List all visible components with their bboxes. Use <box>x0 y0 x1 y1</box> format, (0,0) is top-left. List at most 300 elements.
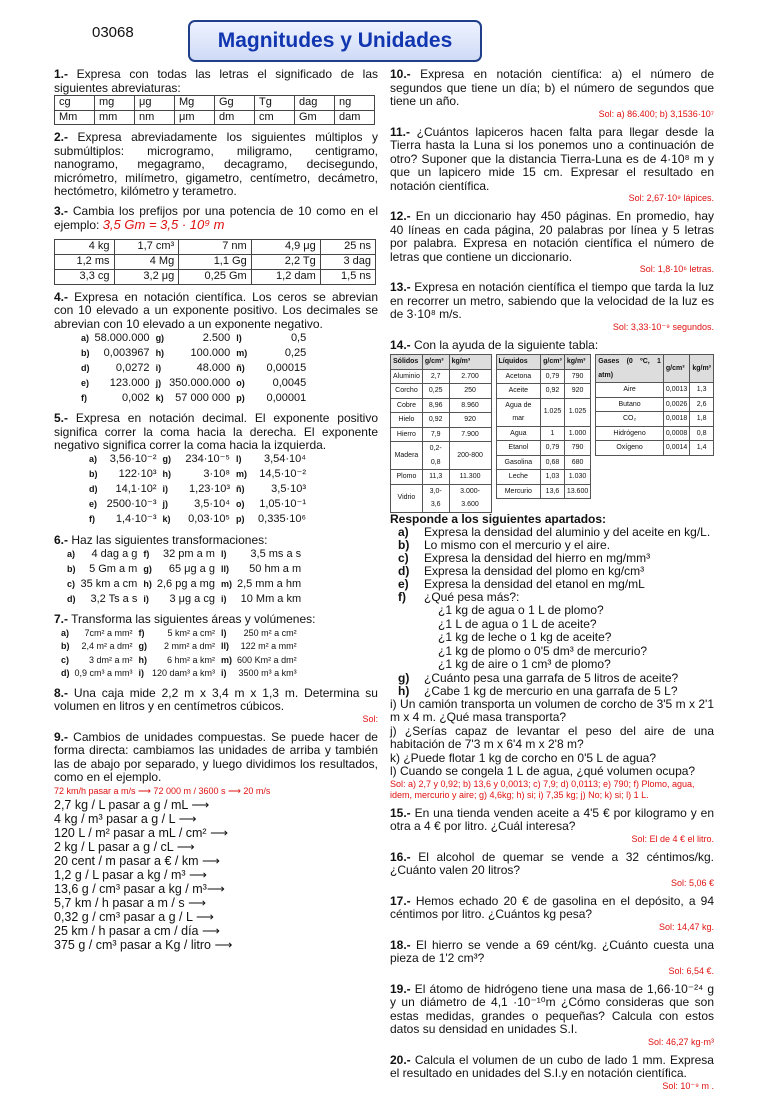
table-cell: f) <box>81 392 87 403</box>
table-cell: j) <box>155 377 162 388</box>
transformations-table <box>64 547 304 607</box>
table-cell: ¿Cabe 1 kg de mercurio en una garrafa de 5 L? <box>424 683 678 698</box>
table-cell: 1,8 <box>690 412 714 427</box>
table-cell: g) <box>162 454 171 465</box>
table-cell: 0,0013 <box>663 383 689 398</box>
table-cell: 2 mm² a dm² <box>164 641 216 651</box>
table-cell: Mg <box>175 96 215 111</box>
table-header-row <box>391 355 492 370</box>
table-cell: 0,25 <box>422 384 449 399</box>
table-cell: 0,92 <box>422 413 449 428</box>
table-cell: Expresa la densidad del etanol en mg/mL <box>424 577 645 591</box>
table-cell: d) <box>89 484 98 495</box>
table-cell: m) <box>220 578 232 589</box>
table-cell: 1,3 <box>690 383 714 398</box>
table-cell: Expresa la densidad del hierro en mg/mm³ <box>424 551 651 565</box>
table-row <box>55 239 376 254</box>
table-cell: g) <box>138 641 148 651</box>
table-row <box>55 96 375 111</box>
table-cell: Hidrógeno <box>596 426 664 441</box>
table-cell: 3 dm² a m² <box>89 654 133 665</box>
table-cell: b) <box>81 347 90 358</box>
table-cell: ¿Qué pesa más?: <box>424 590 520 604</box>
table-row <box>596 412 714 427</box>
page-title: Magnitudes y Unidades <box>188 20 482 62</box>
subtitle: Responde a los siguientes apartados: <box>390 511 607 526</box>
table-cell: cg <box>55 96 95 111</box>
table-cell: 250 <box>449 384 491 399</box>
table-cell: 600 Km² a dm² <box>237 654 297 665</box>
question-16: 16.- El alcohol de quemar se vende a 32 céntimos/kg. ¿Cuánto valen 20 litros? Sol: 5,06 € <box>390 849 714 888</box>
density-tables <box>390 354 714 513</box>
table-cell: 680 <box>564 455 590 470</box>
table-cell: 4 Mg <box>114 254 179 269</box>
example: 3,5 Gm = 3,5 · 10⁹ m <box>102 217 225 232</box>
table-cell: p) <box>236 392 245 403</box>
table-cell: f) <box>398 590 406 604</box>
table-cell: 3,54·10⁴ <box>263 453 306 466</box>
table-cell: 3.000-3.600 <box>449 484 491 512</box>
list-item: 5,7 km / h pasar a m / s ⟶ <box>54 896 206 910</box>
question-20: 20.- Calcula el volumen de un cubo de lado 1 mm. Expresa el resultado en unidades del S.I.y en notación científica. Sol: 10⁻⁹ m . <box>390 1052 714 1091</box>
table-row <box>496 398 591 426</box>
table-cell: Butano <box>596 397 664 412</box>
question-14: 14.- Con la ayuda de la siguiente tabla: Sólidos g/cm³ kg/m³ Aluminio 2,7 2.700 Corcho 0,25 250 Cobre 8,96 8.960 Hielo 0,92 920 Hierro 7,9 7.900 Madera 0,2-0,8 200-800 Plomo 11,3 11.300 Vidrio 3,0-3,6 3.000-3.600 Líquidos g/cm³ kg/m³ Acetona 0,79 790 Aceite 0,92 920 Agua de mar 1.025 1.025 Agua 1 1.000 Etanol 0,79 790 Gasolina 0,68 680 Leche 1,03 1.030 Mercurio 13,6 13.600 Gases (0 ºC, 1 atm) g/cm³ kg/m³ Aire 0,0013 1,3 Butano 0,0026 2,6 CO₂ 0,0018 1,8 Hidrógeno 0,0008 0,8 Oxígeno 0,0014 1,4 Responde a los siguientes apartados: a) Expresa la densidad del aluminio y del aceite en kg/L. b) Lo mismo con el mercurio y el aire. c) Expresa la densidad del hierro en mg/mm³ d) Expresa la densidad del plomo en kg/cm³ e) Expresa la densidad del etanol en mg/mL f) ¿Qué pesa más?: ¿1 kg de agua o 1 L de plomo? ¿1 L de agua o 1 L de aceite? ¿1 kg de leche o 1 kg de aceite? ¿1 kg de plomo o 0'5 dm³ de mercurio? ¿1 kg de aire o 1 cm³ de plomo? g) ¿Cuánto pesa una garrafa de 5 litros de aceite? h) ¿Cabe 1 kg de mercurio en una garrafa de 5 L? i) Un camión transporta un volumen de corcho de 3'5 m x 2'1 m x 4 m. ¿Qué masa transporta? j) ¿Serías capaz de levantar el peso del aire de una habitación de 7'3 m x 6'4 m x 2'8 m? k) ¿Puede flotar 1 kg de corcho en 0'5 L de agua? l) Cuando se congela 1 L de agua, ¿qué volumen ocupa? Sol: a) 2,7 y 0,92; b) 13,6 y 0,0013; c) 7,9; d) 0,0113; e) 790; f) Plomo, agua, idem, mercurio y aire; g) 4,6kg; h) si; i) 7,35 kg; j) No; k) si; l) 1 L. <box>390 337 714 800</box>
table-cell: kg/m³ <box>690 355 714 383</box>
table-row <box>55 110 375 125</box>
table-cell: 0,79 <box>541 369 565 384</box>
question-2: 2.- Expresa abreviadamente los siguientes múltiplos y submúltiplos: microgramo, miligramo, centigramo, nanogramo, megagramo, decagramo, decisegundo, micrómetro, milímetro, gigametro, centímetro, decámetro, hectómetro, kilómetro y terametro. <box>54 130 378 198</box>
table-row <box>86 468 309 483</box>
table-cell: Gg <box>215 96 255 111</box>
table-row <box>391 470 492 485</box>
table-cell: mg <box>95 96 135 111</box>
table-cell: g/cm³ <box>422 355 449 370</box>
table-cell: 2,7 <box>422 369 449 384</box>
table-row <box>496 470 591 485</box>
table-cell: 350.000.000 <box>169 376 231 389</box>
table-cell: 122 m² a mm² <box>240 641 297 651</box>
table-cell: 13,6 <box>541 484 565 499</box>
table-cell: b) <box>89 469 98 480</box>
table-cell: Expresa la densidad del aluminio y del aceite en kg/L. <box>424 525 711 539</box>
question-1: 1.- Expresa con todas las letras el significado de las siguientes abreviaturas: cg mg μg Mg Gg Tg dag ng Mm mm nm μm dm cm Gm dam <box>54 68 378 125</box>
table-cell: Madera <box>391 442 423 470</box>
table-cell: e) <box>398 577 409 591</box>
table-cell: 5 km² a cm² <box>167 627 216 638</box>
table-cell: 58.000.000 <box>94 331 150 344</box>
table-cell: 0,0045 <box>272 376 307 389</box>
table-cell: g) <box>143 563 152 574</box>
list-item: ¿1 kg de agua o 1 L de plomo? <box>438 603 604 617</box>
table-cell: 1,23·10³ <box>189 483 230 496</box>
table-cell: 0,5 <box>290 331 307 344</box>
question-5: 5.- Expresa en notación decimal. El exponente positivo significa correr la coma hacia la derecha. El exponente negativo significa correr la coma hacia la izquierda. a) 3,56·10⁻² g) 234·10⁻⁵ l) 3,54·10⁴ b) 122·10³ h) 3·10⁸ m) 14,5·10⁻² d) 14,1·10² i) 1,23·10³ ñ) 3,5·10³ e) 2500·10⁻³ j) 3,5·10⁴ o) 1,05·10⁻¹ f) 1,4·10⁻³ k) 0,03·10⁵ p) 0,335·10⁶ <box>54 412 378 528</box>
table-cell: 0,25 Gm <box>179 269 252 284</box>
table-cell: Gases (0 ºC, 1 atm) <box>596 355 664 383</box>
table-cell: 920 <box>564 384 590 399</box>
table-cell: Acetona <box>496 369 541 384</box>
table-row <box>64 577 304 592</box>
table-cell: 3,2 Ts a s <box>90 592 138 605</box>
table-cell: 0,25 <box>284 346 307 359</box>
table-cell: i) <box>221 668 227 678</box>
list-item: 375 g / cm³ pasar a Kg / litro ⟶ <box>54 938 233 952</box>
table-cell: f) <box>89 514 95 525</box>
table-cell: Hielo <box>391 413 423 428</box>
table-cell: 14,1·10² <box>115 483 157 496</box>
table-row <box>496 455 591 470</box>
table-cell: p) <box>236 514 245 525</box>
table-cell: 920 <box>449 413 491 428</box>
table-cell: h) <box>138 654 148 665</box>
table-cell: 3,3 cg <box>55 269 115 284</box>
table-cell: 7.900 <box>449 427 491 442</box>
table-cell: 1,03 <box>541 470 565 485</box>
table-row <box>596 426 714 441</box>
list-item: 2,7 kg / L pasar a g / mL ⟶ <box>54 798 210 812</box>
table-cell: 0,0008 <box>663 426 689 441</box>
table-cell: 8.960 <box>449 398 491 413</box>
table-cell: i) <box>162 484 168 495</box>
table-cell: Leche <box>496 470 541 485</box>
list-item: 120 L / m² pasar a mL / cm² ⟶ <box>54 826 228 840</box>
table-cell: 0,0018 <box>663 412 689 427</box>
table-cell: 122·10³ <box>118 468 157 481</box>
table-cell: m) <box>236 469 247 480</box>
table-cell: 32 pm a m <box>162 547 215 560</box>
table-cell: 8,96 <box>422 398 449 413</box>
table-cell: a) <box>81 332 90 343</box>
table-cell: l) <box>220 548 227 559</box>
table-cell: 1,5 ns <box>320 269 375 284</box>
table-cell: c) <box>67 578 76 589</box>
list-item: ¿1 kg de plomo o 0'5 dm³ de mercurio? <box>438 643 648 658</box>
question-18: 18.- El hierro se vende a 69 cént/kg. ¿Cuánto cuesta una pieza de 1'2 cm³? Sol: 6,54 €. <box>390 937 715 976</box>
compound-units-list <box>54 798 378 952</box>
table-row <box>496 484 591 499</box>
table-cell: 5 Gm a m <box>89 562 138 575</box>
list-item: 20 cent / m pasar a € / km ⟶ <box>54 854 220 868</box>
table-cell: Gasolina <box>496 455 541 470</box>
table-cell: 3,2 μg <box>114 269 179 284</box>
table-cell: 48.000 <box>196 361 231 374</box>
table-cell: 123.000 <box>109 376 150 389</box>
sci-notation-table <box>78 331 309 406</box>
list-item: 2 kg / L pasar a g / cL ⟶ <box>54 840 195 854</box>
table-row <box>58 654 300 668</box>
table-cell: 790 <box>564 369 590 384</box>
table-cell: 1.025 <box>564 398 590 426</box>
table-cell: 1,2 ms <box>55 254 115 269</box>
table-cell: 1.000 <box>564 426 590 441</box>
table-cell: Expresa la densidad del plomo en kg/cm³ <box>424 564 645 578</box>
question-10: 10.- Expresa en notación científica: a) el número de segundos que tiene un día; b) el número de segundos que tiene un año. Sol: a) 86.400; b) 3,1536·10⁷ <box>390 67 714 119</box>
density-questions <box>390 526 714 604</box>
question-7: 7.- Transforma las siguientes áreas y volúmenes: a) 7cm² a mm² f) 5 km² a cm² l) 250 m² a cm² b) 2,4 m² a dm² g) 2 mm² a dm² ll) 122 m² a mm² c) 3 dm² a m² h) 6 hm² a km² m) 600 Km² a dm² d) 0,9 cm³ a mm³ i) 120 dam³ a km³ i) 3500 m³ a km³ <box>54 613 378 681</box>
table-cell: 65 μg a g <box>168 562 215 575</box>
table-cell: h) <box>162 469 171 480</box>
table-cell: 250 m² a cm² <box>243 627 297 638</box>
table-cell: Corcho <box>391 384 423 399</box>
table-cell: g) <box>155 332 165 343</box>
list-item: 1,2 g / L pasar a kg / m³ ⟶ <box>54 868 207 882</box>
table-cell: l) <box>236 454 242 465</box>
list-item: ¿1 kg de aire o 1 cm³ de plomo? <box>438 657 611 671</box>
table-cell: ñ) <box>236 362 245 373</box>
table-row <box>58 640 300 654</box>
table-cell: ¿Cuánto pesa una garrafa de 5 litros de aceite? <box>424 670 679 685</box>
table-cell: 0,335·10⁶ <box>258 513 306 526</box>
question-4: 4.- Expresa en notación científica. Los ceros se abrevian con 10 elevado a un exponente positivo. Los decimales se abrevian con 10 elevado a un exponente negativo. a) 58.000.000 g) 2.500 l) 0,5 b) 0,003967 h) 100.000 m) 0,25 d) 0,0272 i) 48.000 ñ) 0,00015 e) 123.000 j) 350.000.000 o) 0,0045 f) 0,002 k) 57 000 000 p) 0,00001 <box>54 291 378 407</box>
table-cell: 790 <box>564 441 590 456</box>
table-cell: 57 000 000 <box>175 391 231 404</box>
table-cell: e) <box>89 499 98 510</box>
table-cell: Aire <box>596 383 664 398</box>
table-cell: c) <box>398 551 409 565</box>
table-cell: 4 dag a g <box>91 547 138 560</box>
table-row <box>391 427 492 442</box>
table-cell: o) <box>236 377 245 388</box>
table-cell: d) <box>61 668 70 678</box>
table-cell: 1,2 dam <box>251 269 320 284</box>
table-cell: 3 dag <box>320 254 375 269</box>
table-row <box>78 376 309 391</box>
table-row <box>86 498 309 513</box>
table-cell: 2.700 <box>449 369 491 384</box>
table-cell: l) <box>221 627 227 638</box>
table-cell: 3500 m³ a km³ <box>238 668 297 678</box>
table-row <box>496 441 591 456</box>
table-cell: 0,03·10⁵ <box>188 513 230 526</box>
table-cell: 0,0272 <box>115 361 150 374</box>
table-cell: d) <box>67 593 76 604</box>
table-cell: m) <box>236 347 248 358</box>
table-cell: Gm <box>295 110 335 125</box>
question-9: 9.- Cambios de unidades compuestas. Se puede hacer de forma directa: cambiamos las unidades de arriba y también las de abajo por separado, y luego dividimos los resultados, como en el ejemplo. 72 km/h pasar a m/s ⟶ 72 000 m / 3600 s ⟶ 20 m/s 2,7 kg / L pasar a g / mL ⟶ 4 kg / m³ pasar a g / L ⟶ 120 L / m² pasar a mL / cm² ⟶ 2 kg / L pasar a g / cL ⟶ 20 cent / m pasar a € / km ⟶ 1,2 g / L pasar a kg / m³ ⟶ 13,6 g / cm³ pasar a kg / m³⟶ 5,7 km / h pasar a m / s ⟶ 0,32 g / cm³ pasar a g / L ⟶ 25 km / h pasar a cm / día ⟶ 375 g / cm³ pasar a Kg / litro ⟶ <box>54 729 378 952</box>
table-cell: 2,6 <box>690 397 714 412</box>
table-cell: 2,6 pg a mg <box>156 577 215 590</box>
table-cell: 200-800 <box>449 442 491 470</box>
question-13: 13.- Expresa en notación científica el tiempo que tarda la luz en recorrer un metro, sabiendo que la velocidad de la luz es de 3·10⁸ m/s. Sol: 3,33·10⁻⁹ segundos. <box>390 280 714 332</box>
table-cell: 6 hm² a km² <box>167 654 216 665</box>
areas-volumes-table <box>58 627 300 681</box>
question-15: 15.- En una tienda venden aceite a 4'5 € por kilogramo y en otra a 4 € por litro. ¿Cuál interesa? Sol: El de 4 € el litro. <box>390 805 714 844</box>
table-cell: h) <box>143 578 152 589</box>
table-cell: b) <box>61 641 70 651</box>
table-cell: dam <box>335 110 375 125</box>
table-row <box>78 331 309 346</box>
table-row <box>596 397 714 412</box>
table-cell: k) <box>162 514 171 525</box>
table-row <box>64 547 304 562</box>
table-cell: 50 hm a m <box>249 562 302 575</box>
table-cell: 11.300 <box>449 470 491 485</box>
table-cell: Sólidos <box>391 355 423 370</box>
table-row <box>64 562 304 577</box>
table-cell: 0,002 <box>122 391 150 404</box>
table-cell: e) <box>81 377 90 388</box>
table-cell: kg/m³ <box>564 355 590 370</box>
table-row <box>391 484 492 512</box>
table-cell: b) <box>67 563 76 574</box>
table-cell: k) <box>155 392 164 403</box>
table-cell: Agua <box>496 426 541 441</box>
abbreviations-table <box>54 95 375 125</box>
table-cell: 0,68 <box>541 455 565 470</box>
table-cell: c) <box>61 654 70 665</box>
table-cell: kg/m³ <box>449 355 491 370</box>
table-cell: 1,1 Gg <box>179 254 252 269</box>
table-row <box>391 413 492 428</box>
question-19: 19.- El átomo de hidrógeno tiene una masa de 1,66·10⁻²⁴ g y un diámetro de 4,1 ·10⁻¹⁰m ¿Cómo consideras que son estas medidas, grandes o pequeñas? Calcula con estos datos su densidad en unidades S.I. Sol: 46,27 kg·m³ <box>390 981 714 1047</box>
table-cell: dag <box>295 96 335 111</box>
table-cell: Aluminio <box>391 369 423 384</box>
table-row <box>55 269 376 284</box>
liquids-table <box>496 354 592 499</box>
table-row <box>596 441 714 456</box>
table-cell: 3,5·10⁴ <box>194 498 230 511</box>
table-cell: μm <box>175 110 215 125</box>
table-cell: 0,0026 <box>663 397 689 412</box>
table-cell: 1.030 <box>564 470 590 485</box>
table-cell: cm <box>255 110 295 125</box>
table-cell: Hierro <box>391 427 423 442</box>
table-cell: 25 ns <box>320 239 375 254</box>
table-cell: Lo mismo con el mercurio y el aire. <box>424 538 611 552</box>
list-item: ¿1 kg de leche o 1 kg de aceite? <box>438 630 612 644</box>
table-row <box>496 426 591 441</box>
table-cell: μg <box>135 96 175 111</box>
question-11: 11.- ¿Cuántos lapiceros hacen falta para llegar desde la Tierra hasta la Luna si los ponemos uno a continuación de otro? Suponer que la distancia Tierra-Luna es de 4·10⁸ m y que un lapicero mide 15 cm. Expresar el resultado en notación científica. Sol: 2,67·10⁹ lápices. <box>390 124 714 203</box>
table-cell: a) <box>398 525 409 539</box>
table-cell: Líquidos <box>496 355 541 370</box>
table-row <box>64 592 304 607</box>
table-cell: 1,7 cm³ <box>114 239 179 254</box>
table-cell: 13.600 <box>564 484 590 499</box>
sheet-code: 03068 <box>92 24 134 41</box>
table-cell: b) <box>398 538 410 552</box>
table-row <box>78 391 309 406</box>
table-cell: Mercurio <box>496 484 541 499</box>
table-cell: Plomo <box>391 470 423 485</box>
list-item: ¿1 L de agua o 1 L de aceite? <box>438 616 597 631</box>
table-cell: 2,2 Tg <box>251 254 320 269</box>
prefix-table <box>54 239 376 285</box>
table-cell: Cobre <box>391 398 423 413</box>
table-cell: 7cm² a mm² <box>84 627 133 638</box>
table-cell: o) <box>236 499 245 510</box>
table-cell: g) <box>398 670 410 685</box>
table-row <box>596 383 714 398</box>
question-12: 12.- En un diccionario hay 450 páginas. En promedio, hay 40 líneas en cada página, 20 palabras por línea y 5 letras por palabra. Expresa en notación científica el número de letras que contiene un diccionario. Sol: 1,8·10⁶ letras. <box>390 209 714 274</box>
table-cell: dm <box>215 110 255 125</box>
table-row <box>391 384 492 399</box>
table-row <box>86 483 309 498</box>
table-cell: Tg <box>255 96 295 111</box>
table-cell: 1,05·10⁻¹ <box>259 498 306 511</box>
table-row <box>391 398 492 413</box>
table-cell: mm <box>95 110 135 125</box>
table-header-row <box>496 355 591 370</box>
question-17: 17.- Hemos echado 20 € de gasolina en el depósito, a 94 céntimos por litro. ¿Cuántos kg pesa? Sol: 14,47 kg. <box>390 893 714 932</box>
table-cell: Vidrio <box>391 484 423 512</box>
table-cell: g/cm³ <box>541 355 565 370</box>
table-cell: ll) <box>221 641 230 651</box>
table-row <box>496 369 591 384</box>
table-cell: Oxígeno <box>596 441 664 456</box>
left-column <box>54 68 378 958</box>
table-cell: 0,92 <box>541 384 565 399</box>
table-cell: 0,8 <box>690 426 714 441</box>
table-cell: i) <box>143 593 149 604</box>
table-cell: 7,9 <box>422 427 449 442</box>
table-cell: 2,4 m² a dm² <box>81 641 133 651</box>
question-6: 6.- Haz las siguientes transformaciones: a) 4 dag a g f) 32 pm a m l) 3,5 ms a s b) 5 Gm a m g) 65 μg a g ll) 50 hm a m c) 35 km a cm h) 2,6 pg a mg m) 2,5 mm a hm d) 3,2 Ts a s i) 3 μg a cg i) 10 Mm a km <box>54 534 378 608</box>
decimal-notation-table <box>86 453 309 528</box>
table-cell: m) <box>221 654 233 665</box>
table-cell: Etanol <box>496 441 541 456</box>
table-row <box>391 442 492 470</box>
table-cell: j) <box>162 499 168 510</box>
table-cell: 0,00001 <box>266 391 307 404</box>
table-cell: 11,3 <box>422 470 449 485</box>
table-cell: 0,2-0,8 <box>422 442 449 470</box>
table-cell: 234·10⁻⁵ <box>185 453 230 466</box>
table-cell: 3·10⁸ <box>203 468 230 481</box>
question-8: 8.- Una caja mide 2,2 m x 3,4 m x 1,3 m. Determina su volumen en litros y en centímetros cúbicos. Sol: <box>54 685 378 724</box>
table-cell: i) <box>155 362 162 373</box>
table-cell: 4 kg <box>55 239 115 254</box>
table-row <box>496 384 591 399</box>
table-cell: a) <box>89 454 98 465</box>
table-cell: 3 μg a cg <box>169 592 215 605</box>
table-cell: 1,4·10⁻³ <box>115 513 157 526</box>
table-cell: 10 Mm a km <box>240 592 302 605</box>
table-row <box>78 346 309 361</box>
table-cell: 0,79 <box>541 441 565 456</box>
table-cell: nm <box>135 110 175 125</box>
which-weighs-more-list <box>390 604 714 672</box>
list-item: 25 km / h pasar a cm / día ⟶ <box>54 924 220 938</box>
list-item: 0,32 g / cm³ pasar a g / L ⟶ <box>54 910 214 924</box>
table-cell: ng <box>335 96 375 111</box>
table-cell: 2,5 mm a hm <box>236 577 302 590</box>
table-row <box>58 667 300 681</box>
table-cell: l) <box>236 332 242 343</box>
table-cell: 35 km a cm <box>80 577 138 590</box>
table-cell: 1,4 <box>690 441 714 456</box>
table-cell: 14,5·10⁻² <box>259 468 306 481</box>
table-row <box>55 254 376 269</box>
table-cell: 3,56·10⁻² <box>109 453 157 466</box>
table-cell: 1 <box>541 426 565 441</box>
table-row <box>58 627 300 641</box>
table-cell: 0,0014 <box>663 441 689 456</box>
question-3: 3.- Cambia los prefijos por una potencia de 10 como en el ejemplo: 3,5 Gm = 3,5 · 10⁹ m 4 kg 1,7 cm³ 7 nm 4,9 μg 25 ns 1,2 ms 4 Mg 1,1 Gg 2,2 Tg 3 dag 3,3 cg 3,2 μg 0,25 Gm 1,2 dam 1,5 ns <box>54 205 378 285</box>
table-cell: 120 dam³ a km³ <box>152 668 216 678</box>
table-cell: i) <box>220 593 227 604</box>
table-cell: h) <box>155 347 165 358</box>
gases-table <box>595 354 714 456</box>
density-questions-2 <box>390 672 714 698</box>
table-row <box>86 513 309 528</box>
table-cell: 0,9 cm³ a mm³ <box>74 668 133 678</box>
table-cell: 2.500 <box>202 331 231 344</box>
table-cell: 0,003967 <box>103 346 150 359</box>
list-item: 4 kg / m³ pasar a g / L ⟶ <box>54 812 197 826</box>
table-cell: h) <box>398 683 410 698</box>
